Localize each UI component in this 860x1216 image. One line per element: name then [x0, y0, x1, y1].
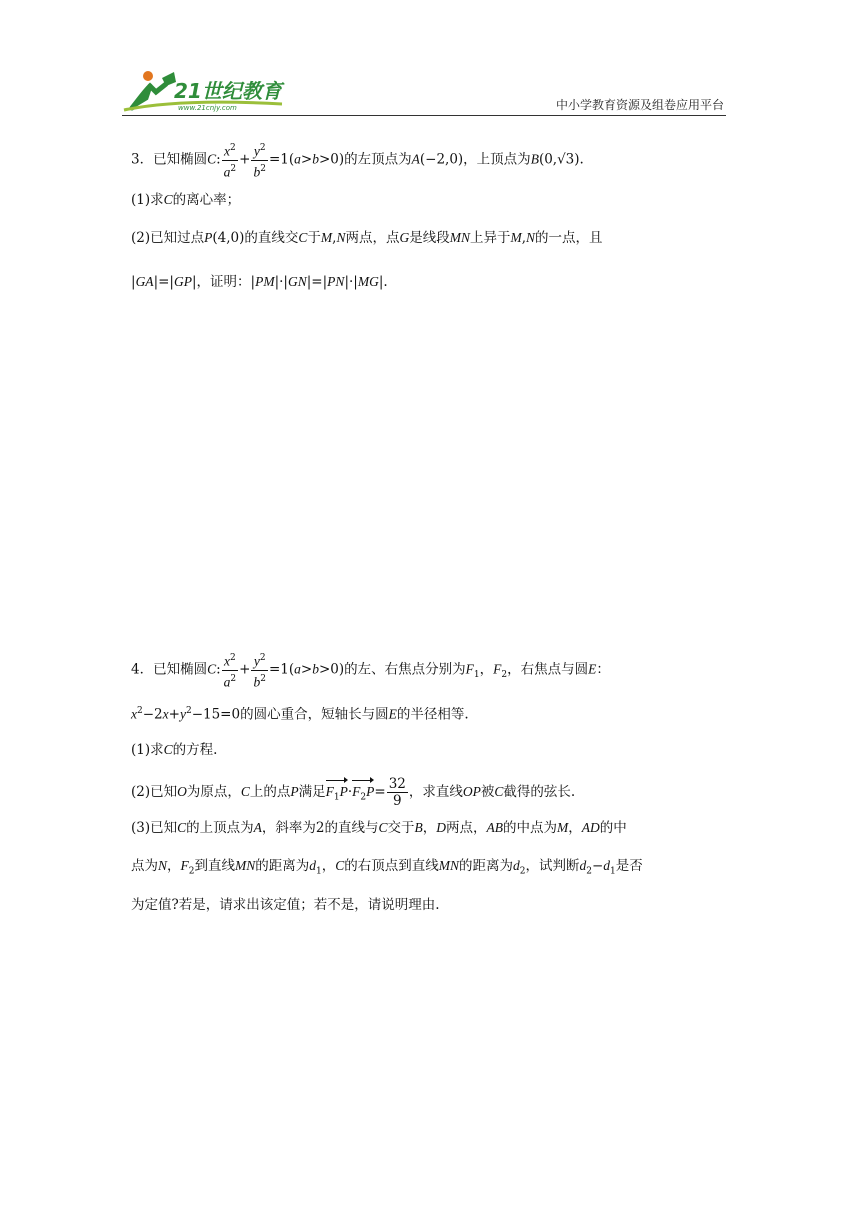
header-divider: [122, 115, 726, 116]
q4-line4: (2)已知O为原点，C上的点P满足$F_1P\cdot F_2P=$ $\frac{32}{9}$ ，求直线OP被C截得的弦长.: [131, 776, 576, 809]
q4-line7: 为定值?若是，请求出该定值；若不是，请说明理由.: [131, 897, 440, 913]
q3-line4: |GA|=|GP|，证明：|PM|·|GN|=|PN|·|MG|.: [131, 274, 388, 290]
q4-line6: 点为N，$F_2$到直线MN的距离为$d_1$，C的右顶点到直线MN的距离为$d_2$，试判断$d_2-d_1$是否: [131, 858, 643, 877]
q4-line1: 4．已知椭圆C: $\frac{x^2}{a^2}$ + $\frac{y^2}{b^2}$ =1(a>b>0)的左、右焦点分别为$F_1$，$F_2$，右焦点与圆E：: [131, 653, 610, 689]
platform-name: 中小学教育资源及组卷应用平台: [555, 98, 724, 112]
q4-line2: $x^2-2x+y^2-15=0$的圆心重合，短轴长与圆E的半径相等.: [131, 706, 469, 723]
q3-line1: 3．已知椭圆C: $\frac{x^2}{a^2}$ + $\frac{y^2}{b^2}$ =1(a>b>0)的左顶点为A(−2,0)，上顶点为B(0,√3).: [131, 143, 584, 179]
logo-text: 21世纪教育: [174, 79, 282, 103]
page-header: [122, 66, 726, 116]
q4-line3: (1)求C的方程.: [131, 742, 218, 758]
q3-line3: (2)已知过点P(4,0)的直线交C于M,N两点，点G是线段MN上异于M,N的一点，且: [131, 230, 603, 246]
q3-line2: (1)求C的离心率；: [131, 192, 241, 208]
site-logo: [122, 68, 297, 114]
logo-url: www.21cnjy.com: [178, 104, 237, 112]
q4-line5: (3)已知C的上顶点为A，斜率为2的直线与C交于B，D两点，AB的中点为M，AD的中: [131, 820, 627, 836]
